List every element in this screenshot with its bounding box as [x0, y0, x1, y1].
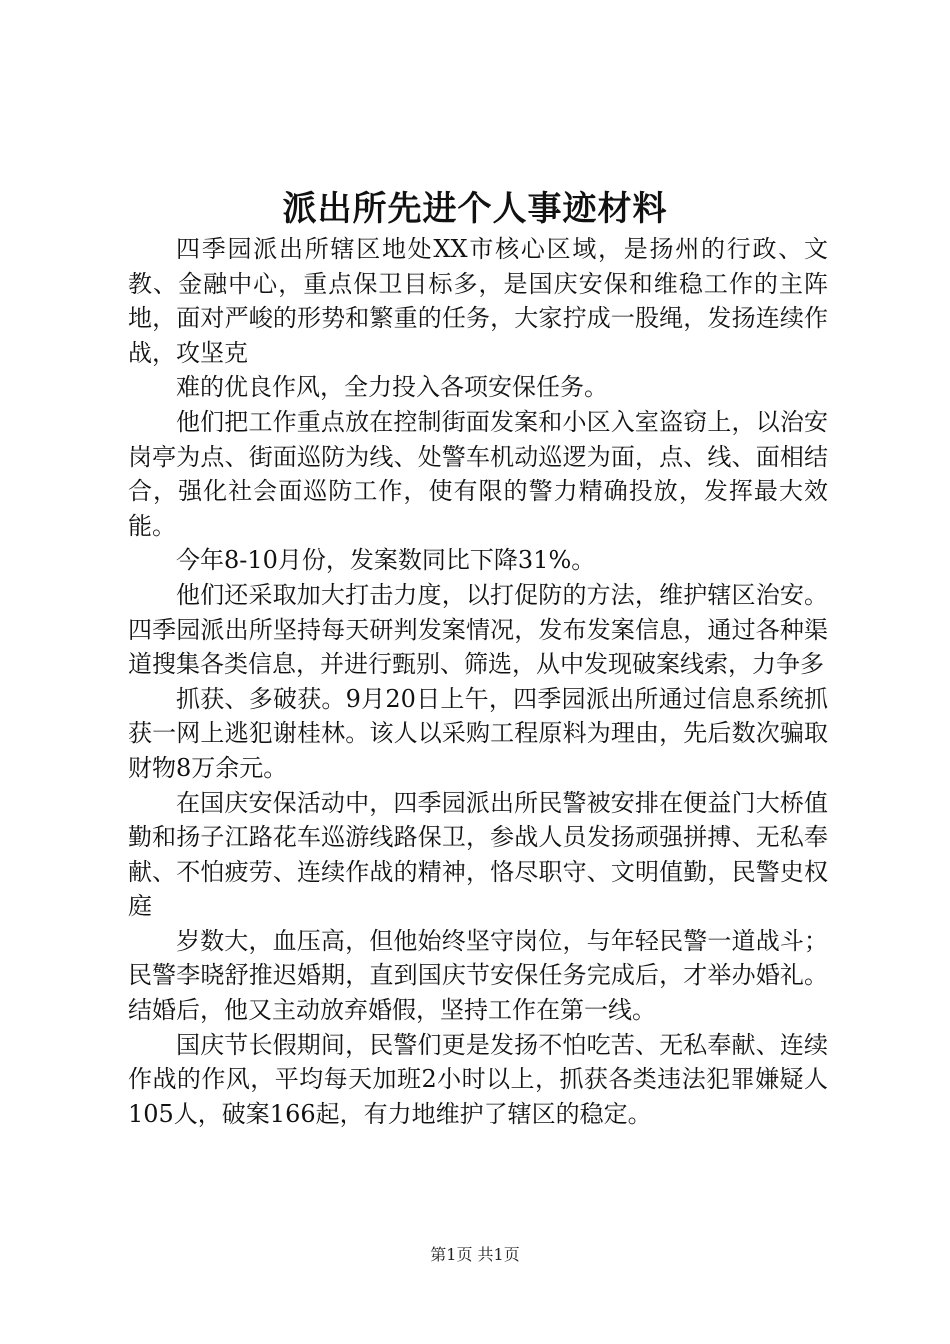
document-title: 派出所先进个人事迹材料	[282, 189, 668, 229]
paragraph: 四季园派出所辖区地处XX市核心区域，是扬州的行政、文教、金融中心，重点保卫目标多，是国庆安保和维稳工作的主阵地，面对严峻的形势和繁重的任务，大家拧成一股绳，发扬连续作战，攻坚克	[128, 235, 828, 367]
paragraph: 岁数大，血压高，但他始终坚守岗位，与年轻民警一道战斗；民警李晓舒推迟婚期，直到国庆节安保任务完成后，才举办婚礼。结婚后，他又主动放弃婚假，坚持工作在第一线。	[128, 926, 828, 1025]
paragraph: 难的优良作风，全力投入各项安保任务。	[176, 373, 608, 402]
document-body	[128, 232, 828, 1131]
page-footer: 第1页 共1页	[430, 1245, 520, 1264]
paragraph: 今年8-10月份，发案数同比下降31%。	[176, 546, 596, 575]
paragraph: 国庆节长假期间，民警们更是发扬不怕吃苦、无私奉献、连续作战的作风，平均每天加班2小时以上，抓获各类违法犯罪嫌疑人105人，破案166起，有力地维护了辖区的稳定。	[128, 1030, 828, 1128]
paragraph: 在国庆安保活动中，四季园派出所民警被安排在便益门大桥值勤和扬子江路花车巡游线路保卫，参战人员发扬顽强拼搏、无私奉献、不怕疲劳、连续作战的精神，恪尽职守、文明值勤，民警史权庭	[128, 788, 828, 921]
paragraph: 抓获、多破获。9月20日上午，四季园派出所通过信息系统抓获一网上逃犯谢桂林。该人以采购工程原料为理由，先后数次骗取财物8万余元。	[128, 684, 828, 782]
paragraph: 他们把工作重点放在控制街面发案和小区入室盗窃上，以治安岗亭为点、街面巡防为线、处警车机动巡逻为面，点、线、面相结合，强化社会面巡防工作，使有限的警力精确投放，发挥最大效能。	[128, 407, 828, 540]
paragraph: 他们还采取加大打击力度，以打促防的方法，维护辖区治安。四季园派出所坚持每天研判发案情况，发布发案信息，通过各种渠道搜集各类信息，并进行甄别、筛选，从中发现破案线索，力争多	[128, 580, 828, 679]
